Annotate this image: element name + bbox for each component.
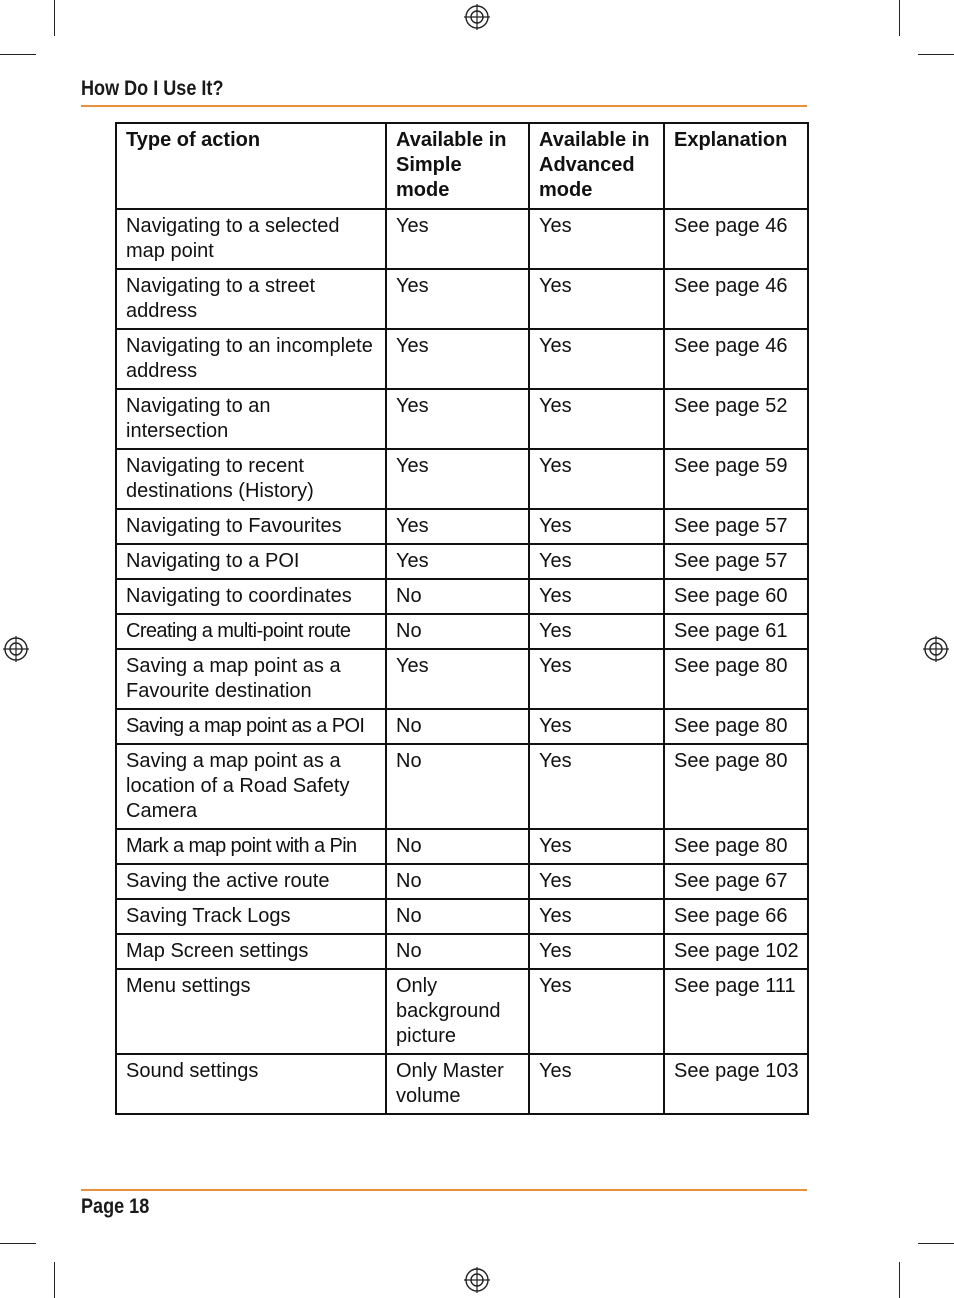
simple-cell: Yes xyxy=(386,389,529,449)
explanation-cell: See page 57 xyxy=(664,544,808,579)
advanced-cell: Yes xyxy=(529,934,664,969)
simple-cell: Yes xyxy=(386,544,529,579)
crop-mark xyxy=(54,1262,55,1298)
advanced-cell: Yes xyxy=(529,579,664,614)
advanced-cell: Yes xyxy=(529,389,664,449)
page-header-title: How Do I Use It? xyxy=(81,77,224,100)
advanced-cell: Yes xyxy=(529,269,664,329)
table-row xyxy=(116,709,808,744)
table-row xyxy=(116,649,808,709)
action-cell: Navigating to an intersection xyxy=(116,389,386,449)
table-row xyxy=(116,509,808,544)
action-cell: Creating a multi-point route xyxy=(116,614,386,649)
table-row xyxy=(116,899,808,934)
simple-cell: Yes xyxy=(386,449,529,509)
registration-mark-icon xyxy=(464,1267,490,1293)
table-header-row xyxy=(116,123,808,209)
advanced-cell: Yes xyxy=(529,864,664,899)
simple-cell: No xyxy=(386,829,529,864)
action-cell: Navigating to a selected map point xyxy=(116,209,386,269)
table-row xyxy=(116,209,808,269)
action-cell: Saving a map point as a Favourite destination xyxy=(116,649,386,709)
explanation-cell: See page 80 xyxy=(664,829,808,864)
page-number: Page 18 xyxy=(81,1195,150,1218)
advanced-cell: Yes xyxy=(529,1054,664,1114)
simple-cell: No xyxy=(386,899,529,934)
advanced-cell: Yes xyxy=(529,509,664,544)
action-cell: Mark a map point with a Pin xyxy=(116,829,386,864)
table-row xyxy=(116,744,808,829)
advanced-cell: Yes xyxy=(529,709,664,744)
simple-cell: Yes xyxy=(386,509,529,544)
action-cell: Navigating to a street address xyxy=(116,269,386,329)
table-row xyxy=(116,389,808,449)
simple-cell: Yes xyxy=(386,329,529,389)
table-row xyxy=(116,579,808,614)
simple-cell: No xyxy=(386,614,529,649)
explanation-cell: See page 102 xyxy=(664,934,808,969)
simple-cell: Yes xyxy=(386,269,529,329)
explanation-cell: See page 66 xyxy=(664,899,808,934)
advanced-cell: Yes xyxy=(529,614,664,649)
crop-mark xyxy=(54,0,55,36)
action-cell: Saving Track Logs xyxy=(116,899,386,934)
table-row xyxy=(116,969,808,1054)
advanced-cell: Yes xyxy=(529,329,664,389)
action-cell: Map Screen settings xyxy=(116,934,386,969)
crop-mark xyxy=(0,1243,36,1244)
table-row xyxy=(116,1054,808,1114)
explanation-cell: See page 111 xyxy=(664,969,808,1054)
explanation-cell: See page 59 xyxy=(664,449,808,509)
action-cell: Saving a map point as a POI xyxy=(116,709,386,744)
advanced-cell: Yes xyxy=(529,829,664,864)
column-header-advanced: Available in Advanced mode xyxy=(529,123,664,209)
registration-mark-icon xyxy=(923,636,949,662)
explanation-cell: See page 60 xyxy=(664,579,808,614)
explanation-cell: See page 80 xyxy=(664,709,808,744)
table-row xyxy=(116,829,808,864)
crop-mark xyxy=(899,0,900,36)
action-cell: Sound settings xyxy=(116,1054,386,1114)
advanced-cell: Yes xyxy=(529,209,664,269)
simple-cell: No xyxy=(386,579,529,614)
action-cell: Navigating to an incomplete address xyxy=(116,329,386,389)
action-cell: Navigating to coordinates xyxy=(116,579,386,614)
table-row xyxy=(116,544,808,579)
explanation-cell: See page 57 xyxy=(664,509,808,544)
explanation-cell: See page 61 xyxy=(664,614,808,649)
simple-cell: No xyxy=(386,934,529,969)
explanation-cell: See page 46 xyxy=(664,329,808,389)
explanation-cell: See page 103 xyxy=(664,1054,808,1114)
table-row xyxy=(116,329,808,389)
simple-cell: Only Master volume xyxy=(386,1054,529,1114)
simple-cell: No xyxy=(386,744,529,829)
column-header-type: Type of action xyxy=(116,123,386,209)
explanation-cell: See page 67 xyxy=(664,864,808,899)
simple-cell: No xyxy=(386,709,529,744)
column-header-simple: Available in Simple mode xyxy=(386,123,529,209)
table-row xyxy=(116,449,808,509)
simple-cell: Yes xyxy=(386,649,529,709)
actions-table xyxy=(115,122,809,1115)
action-cell: Saving a map point as a location of a Road Safety Camera xyxy=(116,744,386,829)
simple-cell: Only background picture xyxy=(386,969,529,1054)
crop-mark xyxy=(0,54,36,55)
explanation-cell: See page 52 xyxy=(664,389,808,449)
table-row xyxy=(116,934,808,969)
advanced-cell: Yes xyxy=(529,744,664,829)
action-cell: Navigating to Favourites xyxy=(116,509,386,544)
advanced-cell: Yes xyxy=(529,899,664,934)
action-cell: Menu settings xyxy=(116,969,386,1054)
simple-cell: Yes xyxy=(386,209,529,269)
crop-mark xyxy=(918,1243,954,1244)
table-row xyxy=(116,864,808,899)
column-header-explanation: Explanation xyxy=(664,123,808,209)
action-cell: Navigating to a POI xyxy=(116,544,386,579)
table-row xyxy=(116,269,808,329)
explanation-cell: See page 80 xyxy=(664,744,808,829)
explanation-cell: See page 80 xyxy=(664,649,808,709)
advanced-cell: Yes xyxy=(529,649,664,709)
crop-mark xyxy=(918,54,954,55)
advanced-cell: Yes xyxy=(529,969,664,1054)
advanced-cell: Yes xyxy=(529,449,664,509)
footer-rule xyxy=(81,1189,807,1191)
action-cell: Saving the active route xyxy=(116,864,386,899)
crop-mark xyxy=(899,1262,900,1298)
registration-mark-icon xyxy=(464,4,490,30)
table-row xyxy=(116,614,808,649)
advanced-cell: Yes xyxy=(529,544,664,579)
explanation-cell: See page 46 xyxy=(664,269,808,329)
action-cell: Navigating to recent destinations (History) xyxy=(116,449,386,509)
registration-mark-icon xyxy=(3,636,29,662)
simple-cell: No xyxy=(386,864,529,899)
explanation-cell: See page 46 xyxy=(664,209,808,269)
header-rule xyxy=(81,105,807,107)
